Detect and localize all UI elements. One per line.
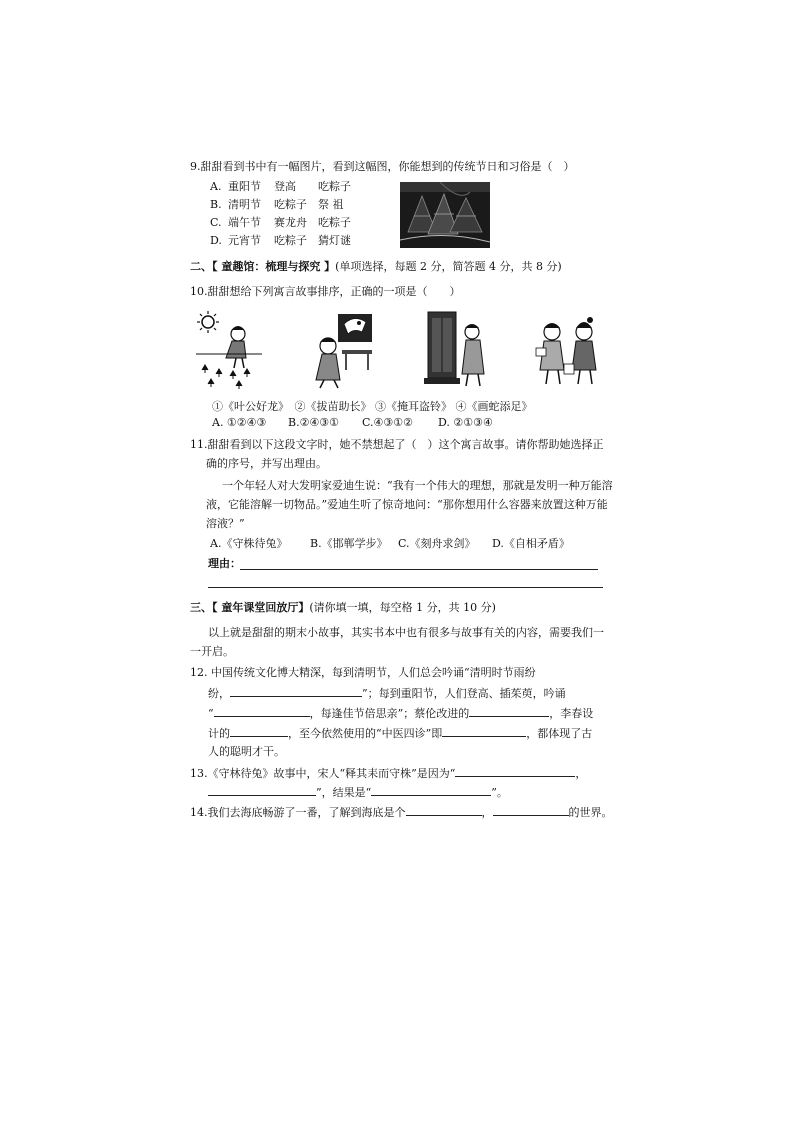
q9-option-d[interactable]: D. 元宵节 吃粽子 猜灯谜 [210, 234, 351, 247]
q11-passage-line-1: 一个年轻人对大发明家爱迪生说：“我有一个伟大的理想，那就是发明一种万能溶 [222, 479, 613, 492]
q14-line: 14.我们去海底畅游了一番，了解到海底是个 ， 的世界。 [190, 803, 613, 820]
q11-option-c[interactable]: C.《刻舟求剑》 [398, 537, 476, 550]
story-illustration-3 [424, 310, 490, 390]
q9-option-a[interactable]: A. 重阳节 登高 吃粽子 [210, 180, 351, 193]
q12-blank-4[interactable] [230, 724, 288, 737]
section-3-intro-line-1: 以上就是甜甜的期末小故事，其实书本中也有很多与故事有关的内容，需要我们一 [208, 626, 604, 639]
section-2-header [190, 258, 562, 274]
q11-option-d[interactable]: D.《自相矛盾》 [492, 537, 570, 550]
q14-blank-2[interactable] [493, 803, 569, 816]
q11-passage-line-2: 液，它能溶解一切物品。”爱迪生听了惊奇地问：“那你想用什么容器来放置这种万能 [206, 498, 608, 511]
q11-stem-line-1: 11.甜甜看到以下这段文字时，她不禁想起了（ ）这个寓言故事。请你帮助她选择正 [190, 438, 604, 451]
q12-line-2: 纷， ”；每到重阳节，人们登高、插茱萸，吟诵 [208, 684, 566, 701]
section-3-note: (请你填一填，每空格 1 分，共 10 分) [309, 601, 496, 614]
q12-line-3: “ ，每逢佳节倍思亲”；蔡伦改进的 ，李春设 [208, 704, 593, 721]
section-2-heading: 二、【 童趣馆：梳理与探究 】 [190, 260, 336, 273]
q14-blank-1[interactable] [406, 803, 482, 816]
q13-blank-3[interactable] [371, 783, 491, 796]
q11-option-b[interactable]: B.《邯郸学步》 [310, 537, 388, 550]
story-illustration-2 [310, 310, 376, 390]
q9-stem: 9.甜甜看到书中有一幅图片，看到这幅图，你能想到的传统节日和习俗是（ ） [190, 160, 575, 173]
q10-option-a[interactable]: A. ①②④③ [212, 416, 267, 429]
q11-reason-label: 理由： [208, 557, 241, 570]
q13-line-2: ”，结果是“ ”。 [208, 783, 508, 800]
q12-blank-2[interactable] [214, 704, 310, 717]
q13-blank-1[interactable] [455, 764, 575, 777]
q10-stem: 10.甜甜想给下列寓言故事排序，正确的一项是（ ） [190, 285, 461, 298]
q10-option-c[interactable]: C.④③①② [362, 416, 413, 429]
q9-option-c[interactable]: C. 端午节 赛龙舟 吃粽子 [210, 216, 351, 229]
q11-reason-line-1[interactable] [240, 569, 598, 570]
q13-blank-2[interactable] [208, 783, 316, 796]
q11-options [210, 535, 570, 551]
q12-blank-1[interactable] [230, 684, 362, 697]
story-illustration-4 [530, 310, 606, 390]
q11-reason-line-2[interactable] [208, 587, 603, 588]
story-illustration-1 [196, 310, 262, 390]
q10-options [212, 416, 493, 429]
q11-passage-line-3: 溶液？” [206, 517, 245, 530]
section-3-header [190, 599, 496, 615]
q12-line-5: 人的聪明才干。 [208, 745, 285, 758]
section-3-intro-line-2: 一开启。 [190, 645, 234, 658]
q9-option-b[interactable]: B. 清明节 吃粽子 祭 祖 [210, 198, 344, 211]
q12-blank-5[interactable] [442, 724, 526, 737]
q12-blank-3[interactable] [469, 704, 549, 717]
zongzi-photo [400, 182, 490, 248]
section-3-heading: 三、【 童年课堂回放厅】 [190, 601, 310, 614]
q11-stem-line-2: 确的序号，并写出理由。 [206, 457, 327, 470]
q12-line-1: 12. 中国传统文化博大精深，每到清明节，人们总会吟诵“清明时节雨纷 [190, 666, 536, 679]
q10-option-d[interactable]: D. ②①③④ [438, 416, 493, 429]
section-2-note: (单项选择，每题 2 分，简答题 4 分，共 8 分) [335, 260, 562, 273]
q11-option-a[interactable]: A.《守株待兔》 [210, 537, 288, 550]
q10-story-list: ①《叶公好龙》 ②《拔苗助长》 ③《掩耳盗铃》 ④《画蛇添足》 [212, 400, 533, 413]
q13-line-1: 13.《守林待兔》故事中，宋人“释其耒而守株”是因为“ ， [190, 764, 586, 781]
q12-line-4: 计的 ，至今依然使用的“中医四诊”即 ，都体现了古 [208, 724, 592, 741]
q10-option-b[interactable]: B.②④③① [288, 416, 340, 429]
